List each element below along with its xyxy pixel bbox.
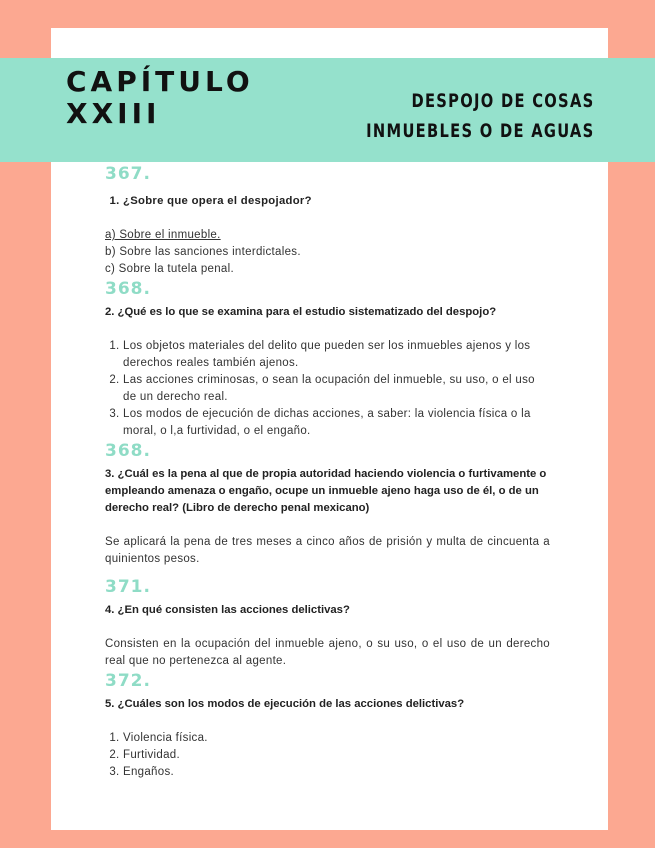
list-item: 2. Las acciones criminosas, o sean la ocupación del inmueble, su uso, o el uso de un derecho real. (123, 372, 550, 406)
answer-text: Se aplicará la pena de tres meses a cinco años de prisión y multa de cincuenta a quinientos pesos. (105, 536, 550, 565)
list-item: 1. Violencia física. (123, 730, 550, 747)
chapter-title (366, 86, 594, 146)
question-list (105, 193, 550, 210)
chapter-heading (66, 66, 254, 130)
answer-option-correct: a) Sobre el inmueble. (105, 229, 221, 241)
question: 4. ¿En qué consisten las acciones delictivas? (105, 604, 350, 616)
question: 2. ¿Qué es lo que se examina para el estudio sistematizado del despojo? (105, 306, 497, 318)
questions-content (105, 163, 550, 781)
answer-list (105, 338, 550, 440)
answer-text: Consisten en la ocupación del inmueble ajeno, o su uso, o el uso de un derecho real que no pertenezca al agente. (105, 638, 550, 667)
section-number: 371. (105, 577, 151, 597)
section-number: 372. (105, 671, 151, 691)
chapter-label: CAPÍTULO (66, 65, 254, 98)
section-number: 368. (105, 279, 151, 299)
list-item: 3. Los modos de ejecución de dichas acciones, a saber: la violencia física o la moral, o l,a furtividad, o el engaño. (123, 406, 550, 440)
list-item: 3. Engaños. (123, 764, 550, 781)
answer-list (105, 730, 550, 781)
question: 5. ¿Cuáles son los modos de ejecución de las acciones delictivas? (105, 698, 465, 710)
question: 3. ¿Cuál es la pena al que de propia autoridad haciendo violencia o furtivamente o empleando amenaza o engaño, ocupe un inmueble ajeno haga uso de él, o de un derecho real? (Libro de derecho penal mexicano) (105, 468, 547, 514)
question: 1. ¿Sobre que opera el despojador? (123, 193, 550, 210)
chapter-number: XXIII (66, 97, 161, 130)
answer-option: b) Sobre las sanciones interdictales. (105, 246, 301, 258)
chapter-title-line: INMUEBLES O DE AGUAS (365, 120, 594, 142)
chapter-title-line: DESPOJO DE COSAS (410, 90, 594, 112)
list-item: 1. Los objetos materiales del delito que pueden ser los inmuebles ajenos y los derechos reales también ajenos. (123, 338, 550, 372)
answer-option: c) Sobre la tutela penal. (105, 263, 234, 275)
section-number: 368. (105, 441, 151, 461)
section-number: 367. (105, 164, 151, 184)
list-item: 2. Furtividad. (123, 747, 550, 764)
